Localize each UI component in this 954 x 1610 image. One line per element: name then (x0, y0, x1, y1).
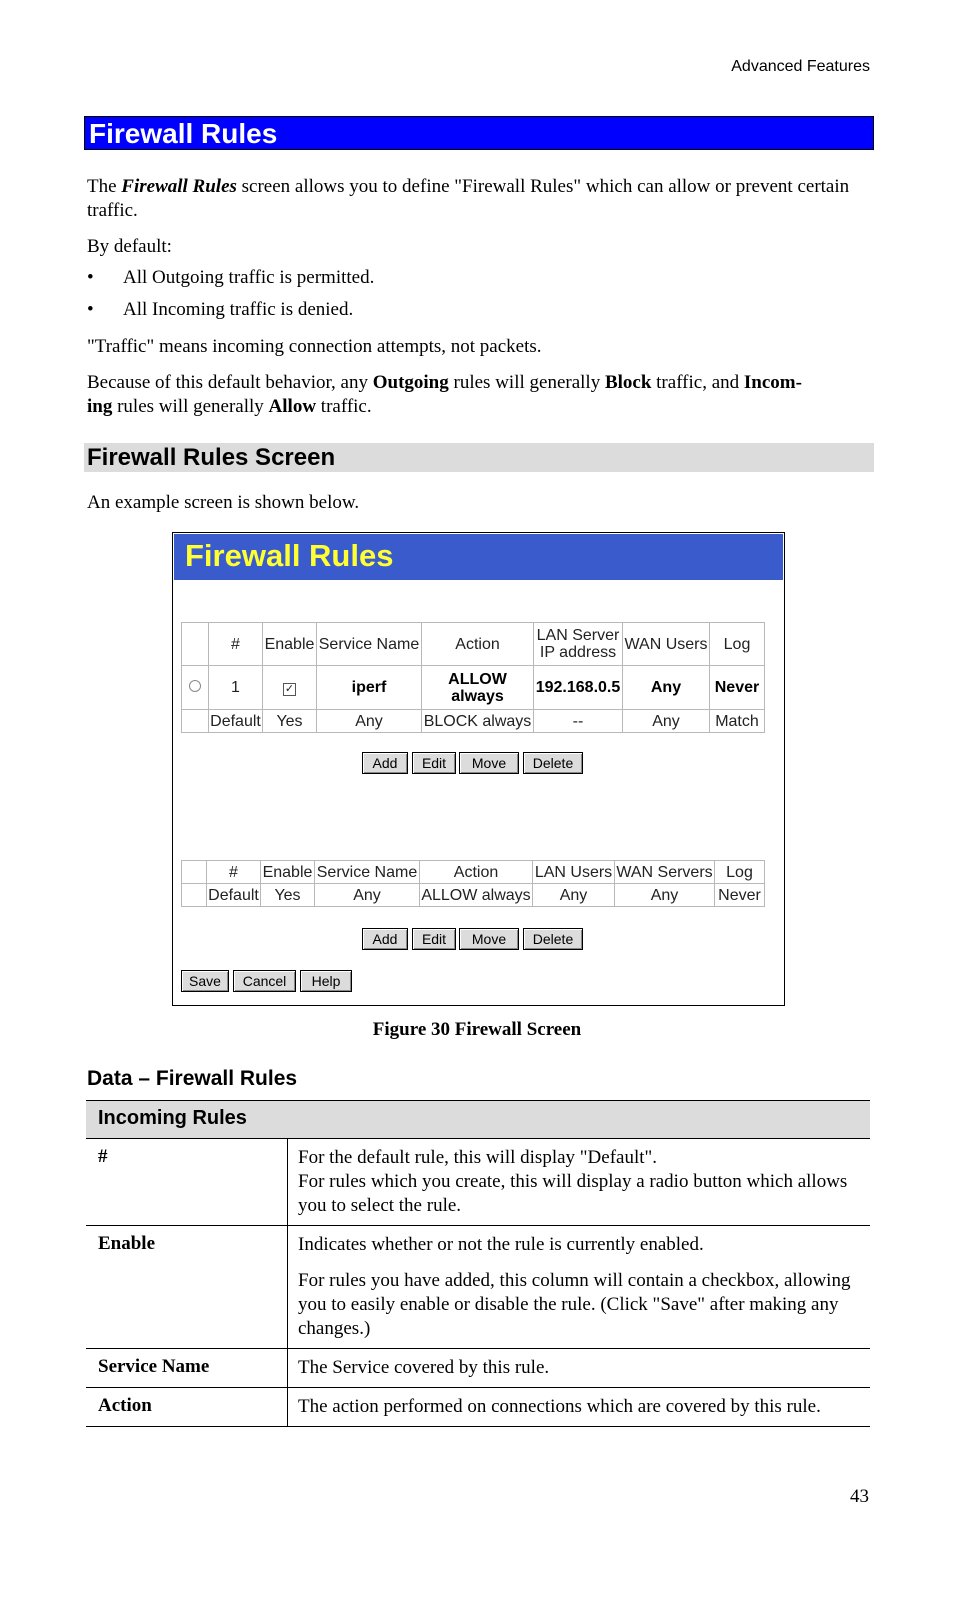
example-text: An example screen is shown below. (87, 492, 360, 513)
section-title: Firewall Rules Screen (87, 444, 336, 471)
table-row: Enable Indicates whether or not the rule is currently enabled. For rules you have added, this column will contain a checkbox, allowing you to easily enable or disable the rule. (Click "Save" after making any changes.) (86, 1226, 870, 1349)
incoming-edit-button[interactable]: Edit (412, 752, 456, 774)
outgoing-move-button[interactable]: Move (459, 928, 519, 950)
table-row: 1 ✓ iperf ALLOW always 192.168.0.5 Any Never (182, 666, 765, 710)
by-default-text: By default: (87, 236, 172, 257)
table-row: Service Name The Service covered by this rule. (86, 1349, 870, 1388)
help-button[interactable]: Help (300, 970, 352, 992)
table-header-row: # Enable Service Name Action LAN Server IP address WAN Users Log (182, 623, 765, 666)
save-button[interactable]: Save (181, 970, 229, 992)
cancel-button[interactable]: Cancel (233, 970, 296, 992)
traffic-note: "Traffic" means incoming connection attempts, not packets. (87, 336, 542, 357)
intro-paragraph: The Firewall Rules screen allows you to define "Firewall Rules" which can allow or prevent certain traffic. (87, 176, 850, 221)
data-section-title: Data – Firewall Rules (87, 1067, 298, 1090)
outgoing-edit-button[interactable]: Edit (412, 928, 456, 950)
data-table (86, 1100, 870, 1427)
table-row: # For the default rule, this will display "Default". For rules which you create, this will display a radio button which allows you to select the rule. (86, 1139, 870, 1226)
page-number: 43 (850, 1486, 869, 1507)
outgoing-add-button[interactable]: Add (362, 928, 408, 950)
incoming-move-button[interactable]: Move (459, 752, 519, 774)
incoming-delete-button[interactable]: Delete (523, 752, 583, 774)
screenshot-title: Firewall Rules (185, 538, 394, 573)
rule-select-radio[interactable] (182, 666, 209, 710)
incoming-rules-table (181, 622, 765, 733)
page-title: Firewall Rules (89, 118, 278, 149)
figure-caption: Figure 30 Firewall Screen (372, 1019, 582, 1040)
data-table-header: Incoming Rules (86, 1101, 870, 1139)
table-header-row: # Enable Service Name Action LAN Users WAN Servers Log (182, 861, 765, 884)
behavior-paragraph: Because of this default behavior, any Outgoing rules will generally Block traffic, and Incom- ing rules will generally Allow traffic. (87, 372, 802, 417)
screenshot-header (174, 534, 783, 580)
table-row: Action The action performed on connections which are covered by this rule. (86, 1388, 870, 1427)
rule-enable-checkbox[interactable]: ✓ (263, 666, 317, 710)
section-bar (84, 443, 874, 472)
table-row: Default Yes Any ALLOW always Any Any Never (182, 884, 765, 907)
firewall-screenshot (172, 532, 785, 1006)
running-header: Advanced Features (731, 58, 870, 75)
title-bar (84, 116, 874, 150)
intro-emphasis: Firewall Rules (121, 176, 237, 197)
outgoing-rules-table (181, 860, 765, 907)
outgoing-delete-button[interactable]: Delete (523, 928, 583, 950)
table-row: Default Yes Any BLOCK always -- Any Match (182, 710, 765, 733)
incoming-add-button[interactable]: Add (362, 752, 408, 774)
